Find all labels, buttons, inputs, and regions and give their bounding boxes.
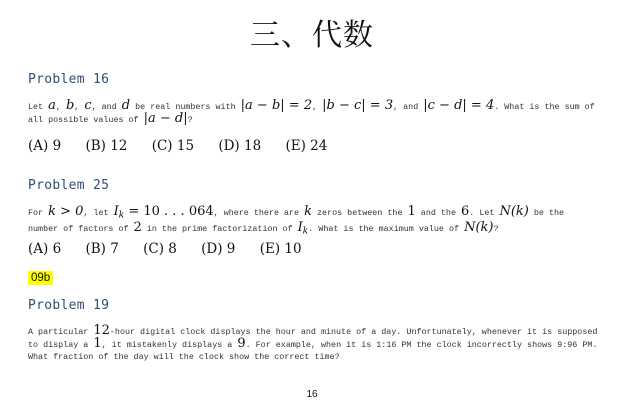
- choice-c: (C) 8: [143, 241, 177, 257]
- problem-25-text: For k > 0, let $I_k = 10$ . . . 064, where there are k zeros between the 1 and the 6. Let N(k) be the number of factors of 2 in the prime factorization of $I_k$. What is the maximum value of N(k)?: [28, 204, 565, 237]
- choice-a: (A) 6: [28, 241, 62, 257]
- problem-16-text: Let a, b, c, and d be real numbers with |a − b| = 2, |b − c| = 3, and |c − d| = 4. What is the sum of all possible values of |a − d|?: [28, 98, 595, 126]
- problem-19-text: A particular 12-hour digital clock displays the hour and minute of a day. Unfortunately, whenever it is supposed to display a 1, it mistakenly displays a 9. For example, when it is 1:16 PM the clock incorrectly shows 9:96 PM. What fraction of the day will the clock show the correct time?: [28, 323, 598, 362]
- problem-19-heading: Problem 19: [28, 298, 110, 313]
- problem-25-heading: Problem 25: [28, 178, 110, 193]
- problem-16-choices: [28, 138, 347, 154]
- problem-16-heading: Problem 16: [28, 72, 110, 87]
- page-title: 三、代数: [250, 18, 374, 53]
- choice-d: (D) 9: [201, 241, 236, 257]
- choice-c: (C) 15: [151, 138, 195, 154]
- choice-a: (A) 9: [28, 138, 62, 154]
- choice-b: (B) 7: [85, 241, 119, 257]
- choice-b: (B) 12: [85, 138, 128, 154]
- highlight-tag: 09b: [28, 271, 53, 285]
- choice-e: (E) 10: [259, 241, 302, 257]
- problem-25-choices: [28, 241, 322, 257]
- choice-d: (D) 18: [218, 138, 262, 154]
- page-number: 16: [306, 389, 318, 400]
- choice-e: (E) 24: [285, 138, 328, 154]
